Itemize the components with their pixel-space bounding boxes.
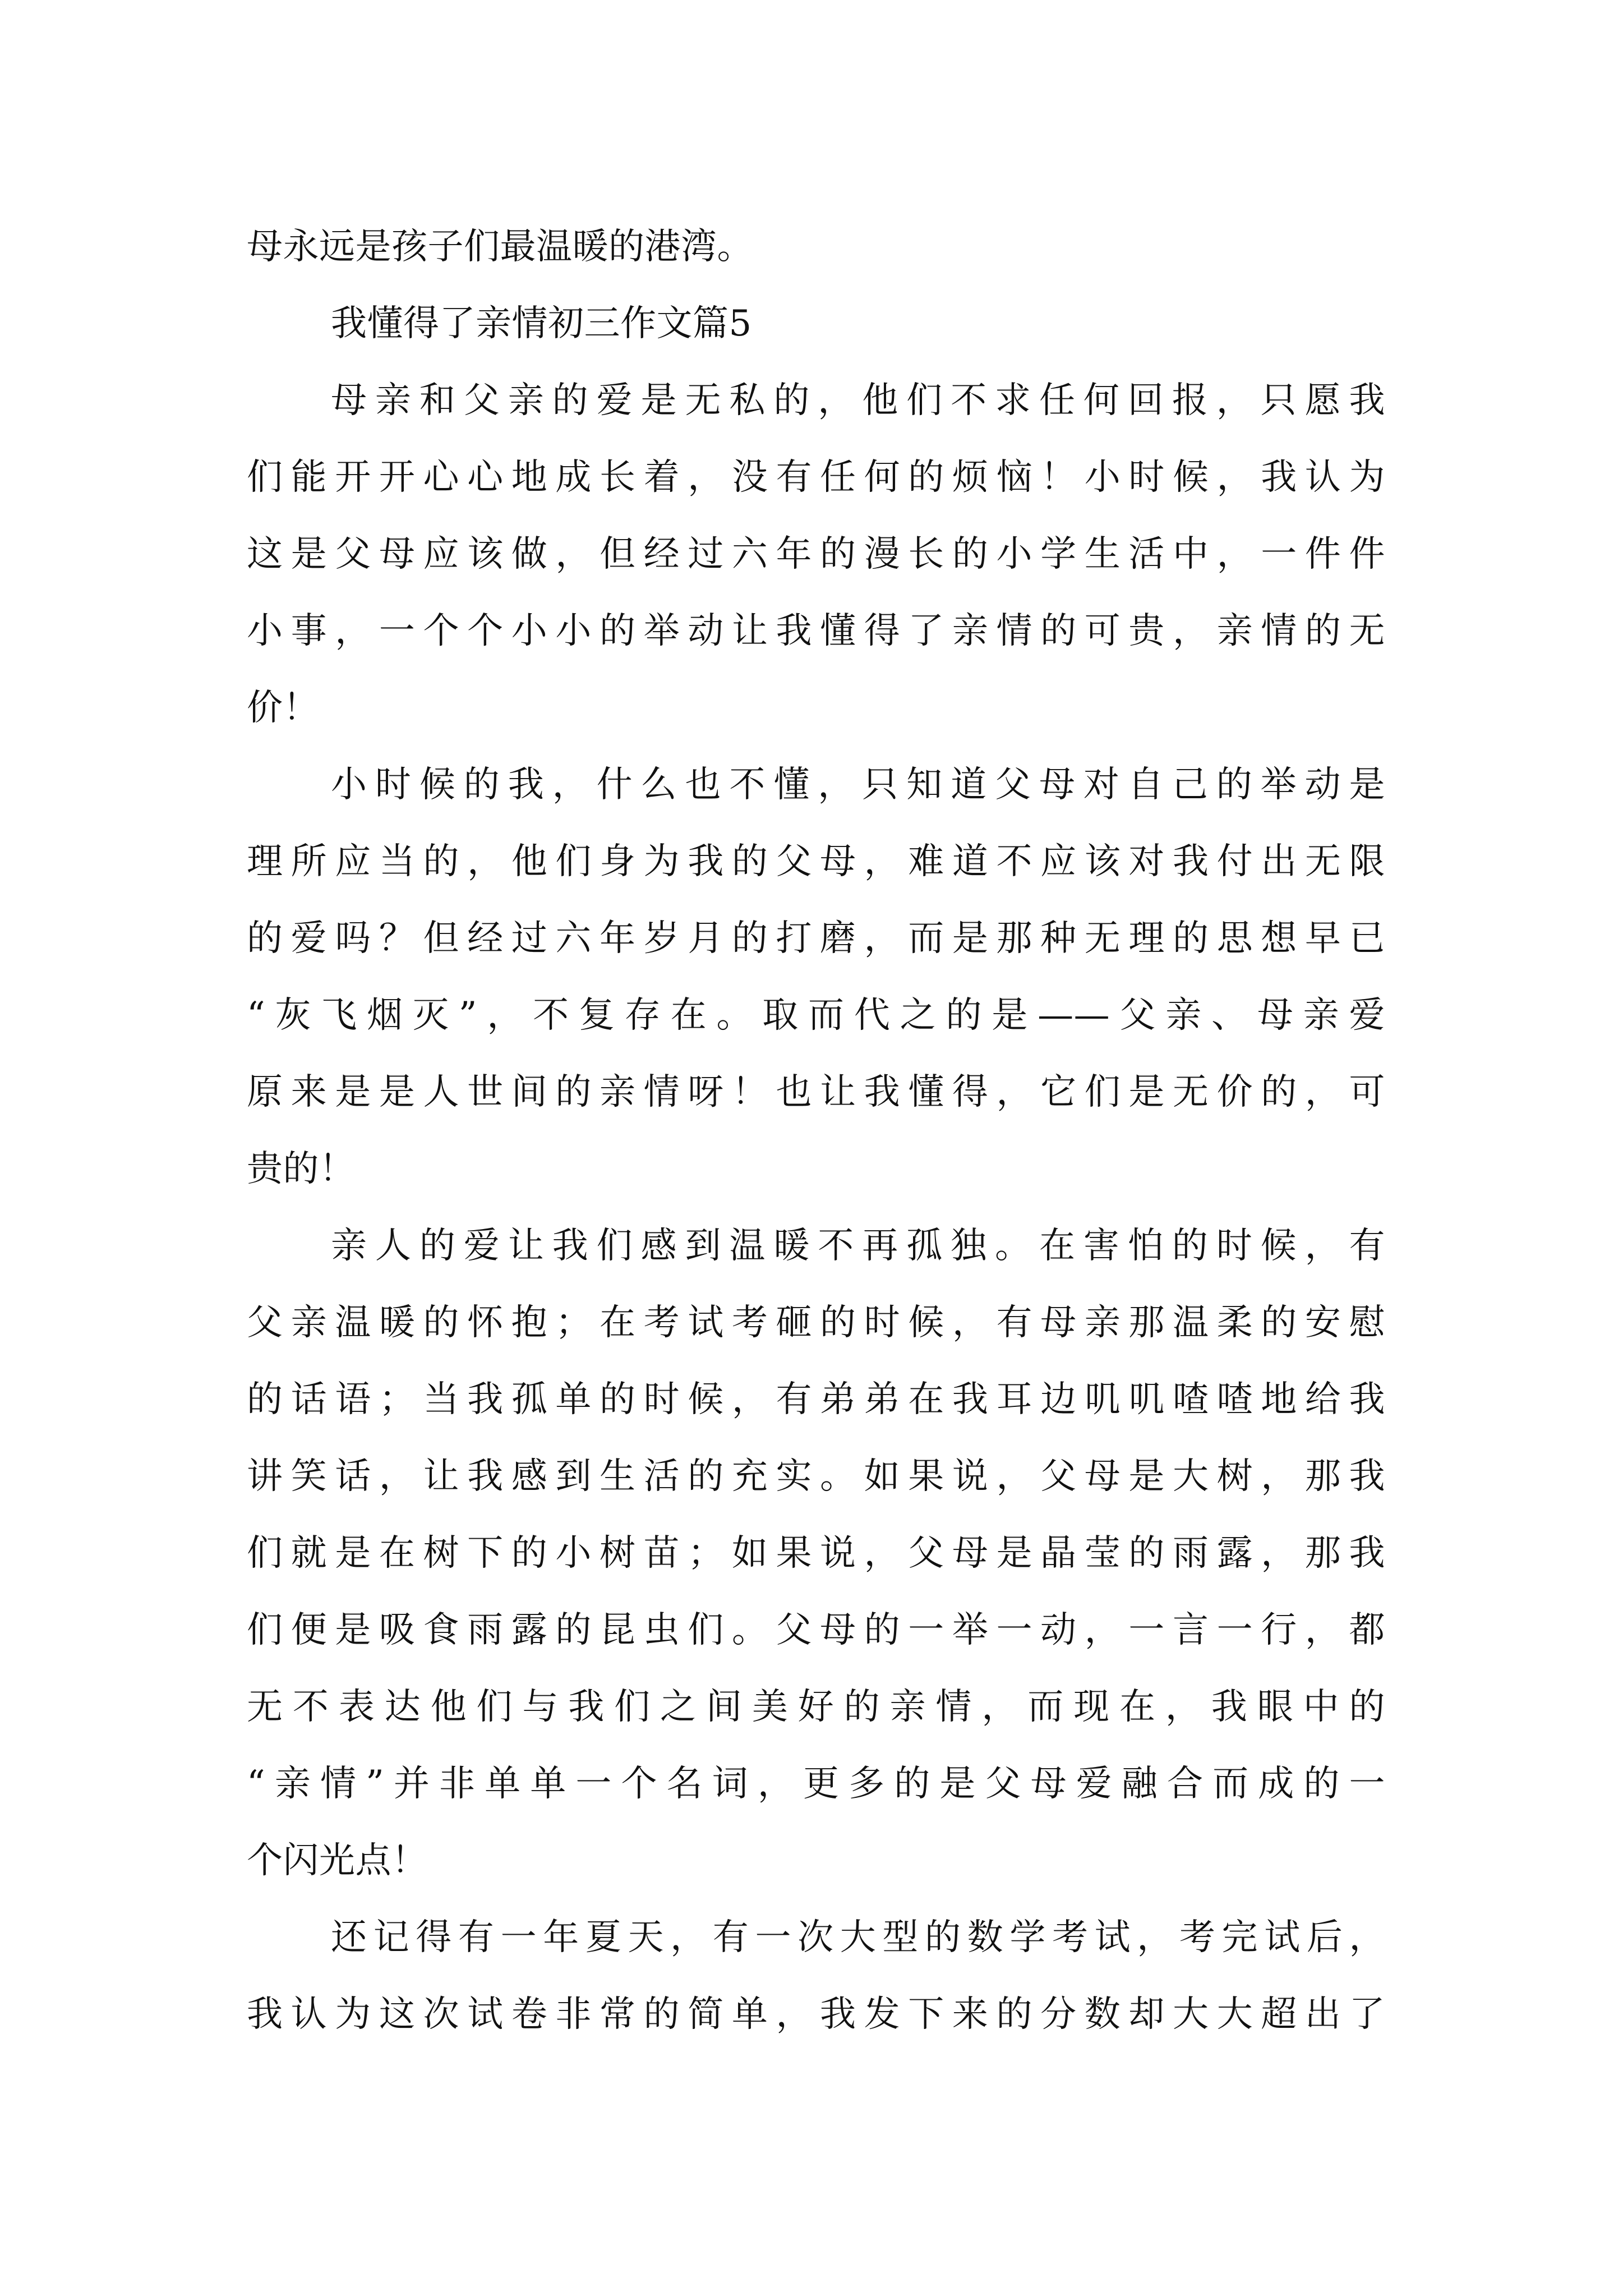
text-line: 理所应当的，他们身为我的父母，难道不应该对我付出无限 bbox=[247, 841, 1385, 882]
text-line: 无不表达他们与我们之间美好的亲情，而现在，我眼中的 bbox=[247, 1686, 1385, 1728]
text-line: 价！ bbox=[247, 687, 319, 729]
text-line: 父亲温暖的怀抱；在考试考砸的时候，有母亲那温柔的安慰 bbox=[247, 1302, 1385, 1343]
text-line: 个闪光点！ bbox=[247, 1840, 428, 1881]
text-line: 贵的！ bbox=[247, 1148, 356, 1190]
text-line: 还记得有一年夏天，有一次大型的数学考试，考完试后， bbox=[331, 1917, 1385, 1958]
text-line: 母永远是孩子们最温暖的港湾。 bbox=[247, 226, 753, 268]
text-line: 的爱吗？但经过六年岁月的打磨，而是那种无理的思想早已 bbox=[247, 918, 1385, 959]
text-line: 们便是吸食雨露的昆虫们。父母的一举一动，一言一行，都 bbox=[247, 1609, 1385, 1651]
text-line: 小时候的我，什么也不懂，只知道父母对自己的举动是 bbox=[331, 764, 1385, 806]
text-line: 们就是在树下的小树苗；如果说，父母是晶莹的雨露，那我 bbox=[247, 1533, 1385, 1574]
text-line: 我认为这次试卷非常的简单，我发下来的分数却大大超出了 bbox=[247, 1994, 1385, 2035]
text-line: 原来是是人世间的亲情呀！也让我懂得，它们是无价的，可 bbox=[247, 1071, 1385, 1113]
text-line: 亲人的爱让我们感到温暖不再孤独。在害怕的时候，有 bbox=[331, 1225, 1385, 1267]
text-line: 的话语；当我孤单的时候，有弟弟在我耳边叽叽喳喳地给我 bbox=[247, 1379, 1385, 1420]
text-line: 母亲和父亲的爱是无私的，他们不求任何回报，只愿我 bbox=[331, 380, 1385, 421]
text-line: “亲情”并非单单一个名词，更多的是父母爱融合而成的一 bbox=[247, 1763, 1385, 1805]
document-body bbox=[247, 209, 1385, 2053]
text-line: “灰飞烟灭”，不复存在。取而代之的是——父亲、母亲爱 bbox=[247, 995, 1385, 1036]
text-line: 讲笑话，让我感到生活的充实。如果说，父母是大树，那我 bbox=[247, 1456, 1385, 1497]
text-line: 小事，一个个小小的举动让我懂得了亲情的可贵，亲情的无 bbox=[247, 610, 1385, 652]
text-line: 们能开开心心地成长着，没有任何的烦恼！小时候，我认为 bbox=[247, 457, 1385, 498]
text-line: 这是父母应该做，但经过六年的漫长的小学生活中，一件件 bbox=[247, 533, 1385, 575]
section-heading: 我懂得了亲情初三作文篇5 bbox=[331, 303, 752, 344]
